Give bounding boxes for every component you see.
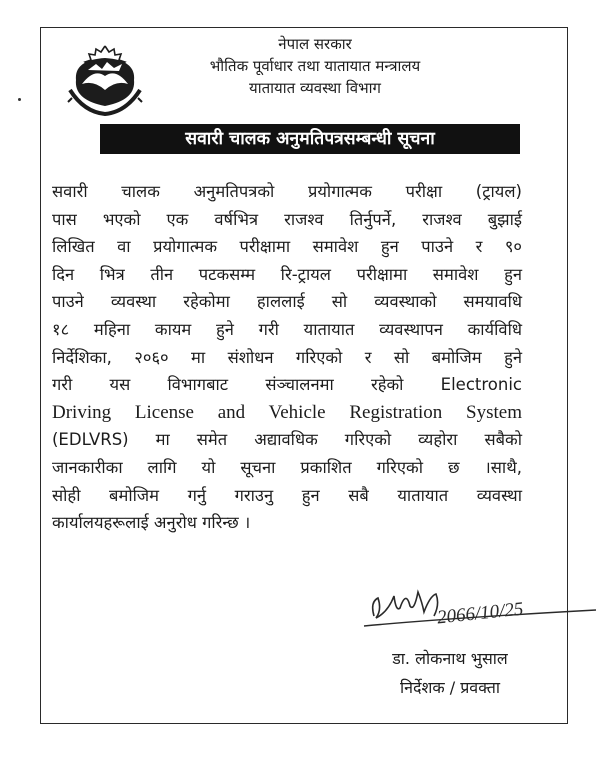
notice-title: सवारी चालक अनुमतिपत्रसम्बन्धी सूचना bbox=[100, 124, 520, 154]
body-line: १८ महिना कायम हुने गरी यातायात व्यवस्थापन कार्यविधि bbox=[52, 319, 522, 339]
signatory-designation: निर्देशक / प्रवक्ता bbox=[399, 678, 501, 697]
body-line: दिन भित्र तीन पटकसम्म रि-ट्रायल परीक्षामा समावेश हुन bbox=[52, 264, 522, 284]
scan-speck bbox=[18, 98, 21, 101]
body-line: सोही बमोजिम गर्नु गराउनु हुन सबै यातायात व्यवस्था bbox=[52, 485, 522, 505]
body-line: गरी यस विभागबाट संञ्चालनमा रहेको Electronic bbox=[52, 375, 522, 395]
office-header bbox=[150, 33, 480, 99]
signatory-name: डा. लोकनाथ भुसाल bbox=[392, 649, 508, 668]
body-line: जानकारीका लागि यो सूचना प्रकाशित गरिएको छ ।साथै, bbox=[52, 457, 522, 477]
header-government: नेपाल सरकार bbox=[278, 35, 352, 53]
signature-date: 2066/10/25 bbox=[436, 598, 525, 629]
body-line: कार्यालयहरूलाई अनुरोध गरिन्छ । bbox=[52, 513, 251, 533]
body-line: (EDLVRS) मा समेत अद्यावधिक गरिएको व्यहोरा सबैको bbox=[52, 430, 522, 450]
government-emblem-icon bbox=[64, 40, 146, 118]
body-line: Driving License and Vehicle Registration System bbox=[52, 401, 522, 423]
body-line: सवारी चालक अनुमतिपत्रको प्रयोगात्मक परीक्षा (ट्रायल) bbox=[52, 182, 522, 201]
body-line: पास भएको एक वर्षभित्र राजश्व तिर्नुपर्ने, राजश्व बुझाई bbox=[52, 209, 522, 229]
body-line: पाउने व्यवस्था रहेकोमा हाललाई सो व्यवस्थाको समयावधि bbox=[52, 292, 522, 312]
signatory-block bbox=[350, 644, 550, 702]
body-line: लिखित वा प्रयोगात्मक परीक्षामा समावेश हुन पाउने र ९० bbox=[52, 237, 522, 257]
header-ministry: भौतिक पूर्वाधार तथा यातायात मन्त्रालय bbox=[209, 57, 421, 75]
notice-body bbox=[52, 178, 522, 537]
body-line: निर्देशिका, २०६० मा संशोधन गरिएको र सो बमोजिम हुने bbox=[52, 347, 522, 367]
header-department: यातायात व्यवस्था विभाग bbox=[249, 79, 381, 97]
